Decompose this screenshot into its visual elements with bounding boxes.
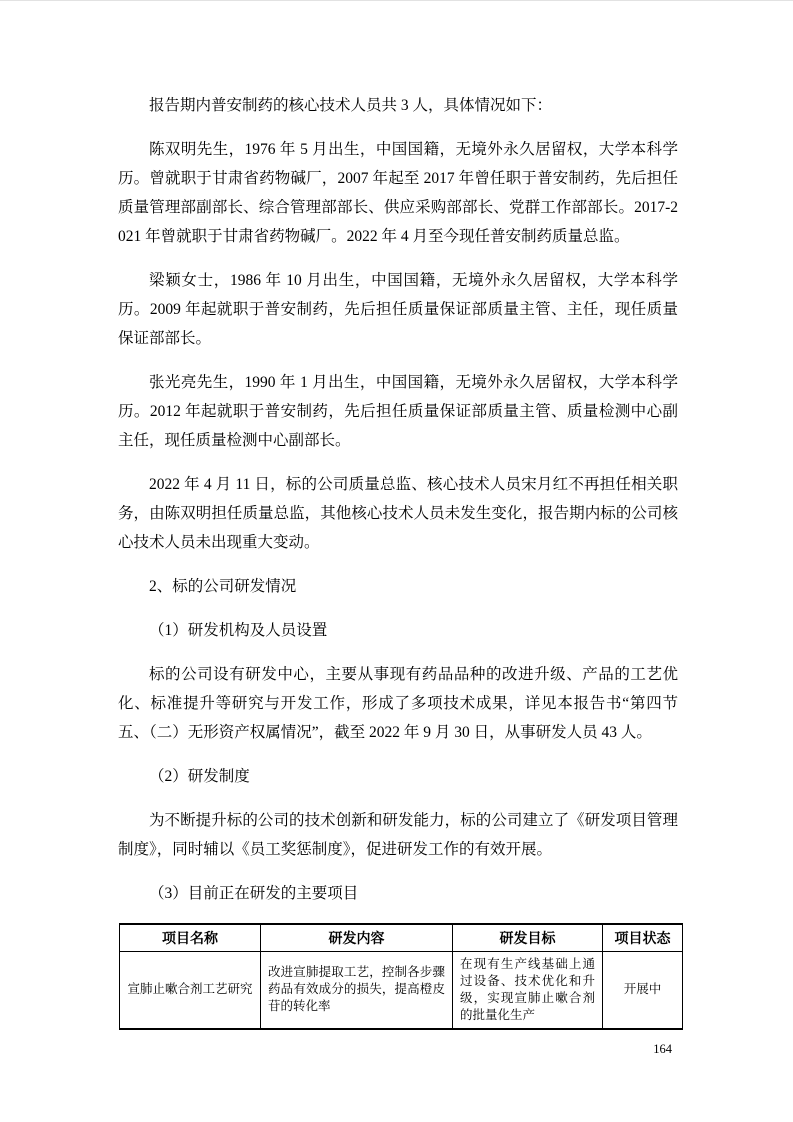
paragraph-rd-system: 为不断提升标的公司的技术创新和研发能力，标的公司建立了《研发项目管理制度》，同时辅以《员工奖惩制度》，促进研发工作的有效开展。 [118,812,678,858]
heading-rd-projects: （3）目前正在研发的主要项目 [149,885,359,902]
paragraph-personnel-change: 2022 年 4 月 11 日，标的公司质量总监、核心技术人员宋月红不再担任相关职务，由陈双明担任质量总监，其他核心技术人员未发生变化，报告期内标的公司核心技术人员未出现重大变动。 [118,476,678,551]
table-row [120,951,683,1029]
page-number: 164 [653,1042,672,1056]
paragraph-liang-ying-bio: 梁颖女士，1986 年 10 月出生，中国国籍，无境外永久居留权，大学本科学历。2009 年起就职于普安制药，先后担任质量保证部质量主管、主任，现任质量保证部部长。 [118,272,678,347]
page-content [118,91,678,1030]
paragraph-rd-center: 标的公司设有研发中心，主要从事现有药品品种的改进升级、产品的工艺优化、标准提升等研究与开发工作，形成了多项技术成果，详见本报告书“第四节五、（二）无形资产权属情况”，截至 2022 年 9 月 30 日，从事研发人员 43 人。 [118,666,678,741]
heading-rd-organization: （1）研发机构及人员设置 [149,622,328,639]
table-header-rd-goal: 研发目标 [453,924,603,951]
cell-rd-goal: 在现有生产线基础上通过设备、技术优化和升级，实现宣肺止嗽合剂的批量化生产 [453,951,603,1029]
heading-rd-overview: 2、标的公司研发情况 [149,578,297,595]
paragraph-core-tech-intro: 报告期内普安制药的核心技术人员共 3 人，具体情况如下： [149,97,553,114]
paragraph-chen-shuangming-bio: 陈双明先生，1976 年 5 月出生，中国国籍，无境外永久居留权，大学本科学历。曾就职于甘肃省药物碱厂，2007 年起至 2017 年曾任职于普安制药，先后担任质量管理部副部长、综合管理部部长、供应采购部部长、党群工作部部长。2017-2021 年曾就职于甘肃省药物碱厂。2022 年 4 月至今现任普安制药质量总监。 [118,141,678,245]
cell-rd-content: 改进宣肺提取工艺，控制各步骤药品有效成分的损失，提高橙皮苷的转化率 [261,951,453,1029]
table-header-row [120,924,683,951]
table-header-project-name: 项目名称 [120,924,261,951]
table-header-rd-content: 研发内容 [261,924,453,951]
rd-projects-table [119,923,683,1030]
cell-project-status: 开展中 [603,951,683,1029]
paragraph-zhang-guangliang-bio: 张光亮先生，1990 年 1 月出生，中国国籍，无境外永久居留权，大学本科学历。2012 年起就职于普安制药，先后担任质量保证部质量主管、质量检测中心副主任，现任质量检测中心副部长。 [118,374,678,449]
cell-project-name: 宣肺止嗽合剂工艺研究 [120,951,261,1029]
heading-rd-system: （2）研发制度 [149,768,250,785]
table-header-project-status: 项目状态 [603,924,683,951]
